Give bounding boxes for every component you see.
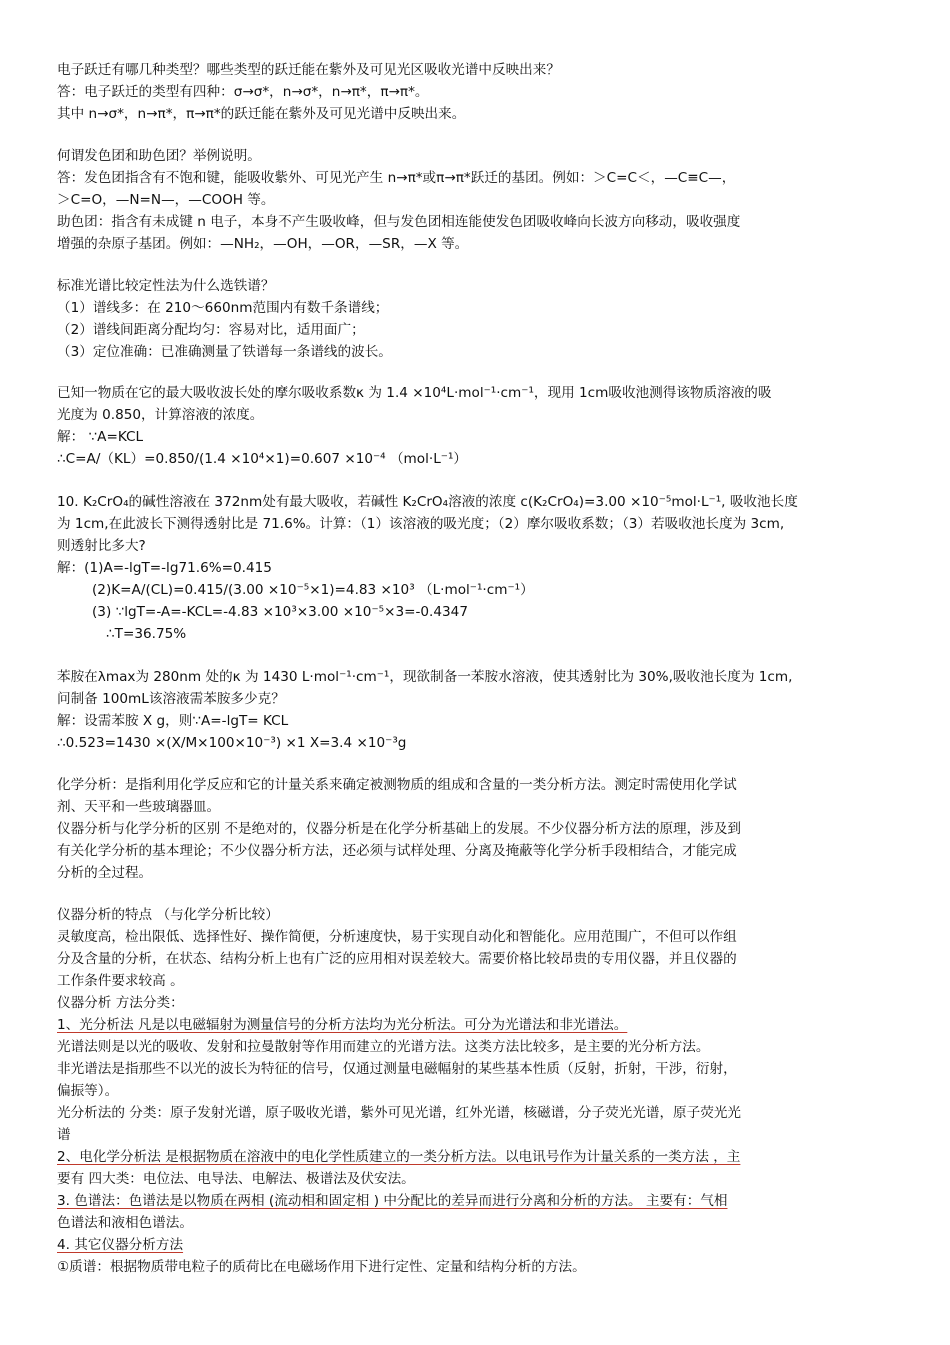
text-line: 谱 <box>57 1127 71 1143</box>
text-line: 何谓发色团和助色团？举例说明。 <box>57 148 261 164</box>
text-line: 分析的全过程。 <box>57 865 153 881</box>
text-line: 非光谱法是指那些不以光的波长为特征的信号，仅通过测量电磁幅射的某些基本性质（反射，折射，干涉，衍射， <box>57 1061 737 1077</box>
text-line: （2）谱线间距离分配均匀：容易对比，适用面广； <box>57 322 365 338</box>
text-line: 剂、天平和一些玻璃器皿。 <box>57 799 221 815</box>
text-line: 其中 n→σ*，n→π*，π→π*的跃迁能在紫外及可见光谱中反映出来。 <box>57 106 466 122</box>
text-line: 色谱法和液相色谱法。 <box>57 1215 193 1231</box>
text-line: 解： ∵A=KCL <box>57 429 144 445</box>
text-line-underlined: 3. 色谱法：色谱法是以物质在两相 (流动相和固定相 ) 中分配比的差异而进行分离和分析的方法。 主要有：气相 <box>57 1193 728 1209</box>
text-line: ①质谱：根据物质带电粒子的质荷比在电磁场作用下进行定性、定量和结构分析的方法。 <box>57 1259 586 1275</box>
text-line: （1）谱线多：在 210～660nm范围内有数千条谱线； <box>57 300 389 316</box>
text-line: 问制备 100mL该溶液需苯胺多少克？ <box>57 691 285 707</box>
text-line: 则透射比多大? <box>57 538 146 554</box>
text-line: 标准光谱比较定性法为什么选铁谱？ <box>57 278 275 294</box>
text-line: 偏振等）。 <box>57 1083 119 1099</box>
text-line: 增强的杂原子基团。例如：—NH₂，—OH，—OR，—SR，—X 等。 <box>57 236 469 252</box>
text-line: 化学分析：是指利用化学反应和它的计量关系来确定被测物质的组成和含量的一类分析方法。测定时需使用化学试 <box>57 777 737 793</box>
text-line: 光谱法则是以光的吸收、发射和拉曼散射等作用而建立的光谱方法。这类方法比较多，是主要的光分析方法。 <box>57 1039 710 1055</box>
text-line: 助色团：指含有未成键 n 电子，本身不产生吸收峰，但与发色团相连能使发色团吸收峰向长波方向移动，吸收强度 <box>57 214 741 230</box>
text-line-underlined: 4. 其它仪器分析方法 <box>57 1237 184 1253</box>
text-line-underlined: 2、电化学分析法 是根据物质在溶液中的电化学性质建立的一类分析方法。以电讯号作为计量关系的一类方法 ，主 <box>57 1149 741 1165</box>
text-line: ∴C=A/（KL）=0.850/(1.4 ×10⁴×1)=0.607 ×10⁻⁴ （mol·L⁻¹） <box>57 451 467 467</box>
text-line: 为 1cm,在此波长下测得透射比是 71.6%。计算：（1）该溶液的吸光度；（2）摩尔吸收系数；（3）若吸收池长度为 3cm, <box>57 516 785 532</box>
text-line: 苯胺在λmax为 280nm 处的κ 为 1430 L·mol⁻¹·cm⁻¹，现欲制备一苯胺水溶液，使其透射比为 30%,吸收池长度为 1cm, <box>57 669 793 685</box>
text-line: 电子跃迁有哪几种类型？哪些类型的跃迁能在紫外及可见光区吸收光谱中反映出来？ <box>57 62 560 78</box>
text-line: (2)K=A/(CL)=0.415/(3.00 ×10⁻⁵×1)=4.83 ×10³ （L·mol⁻¹·cm⁻¹） <box>92 582 534 598</box>
text-line: 工作条件要求较高 。 <box>57 973 184 989</box>
text-line: 答：发色团指含有不饱和键，能吸收紫外、可见光产生 n→π*或π→π*跃迁的基团。例如：＞C=C＜，—C≡C—， <box>57 170 736 186</box>
text-line: ∴0.523=1430 ×(X/M×100×10⁻³) ×1 X=3.4 ×10⁻³g <box>57 735 407 751</box>
text-line: ＞C=O，—N=N—，—COOH 等。 <box>57 192 275 208</box>
text-line: 分及含量的分析，在状态、结构分析上也有广泛的应用相对误差较大。需要价格比较昂贵的专用仪器，并且仪器的 <box>57 951 737 967</box>
text-line: 仪器分析的特点 （与化学分析比较） <box>57 907 279 923</box>
text-line: 解：设需苯胺 X g，则∵A=-lgT= KCL <box>57 713 289 729</box>
text-line: （3）定位准确：已准确测量了铁谱每一条谱线的波长。 <box>57 344 392 360</box>
text-line: 已知一物质在它的最大吸收波长处的摩尔吸收系数κ 为 1.4 ×10⁴L·mol⁻¹·cm⁻¹，现用 1cm吸收池测得该物质溶液的吸 <box>57 385 772 401</box>
text-line: 要有 四大类：电位法、电导法、电解法、极谱法及伏安法。 <box>57 1171 415 1187</box>
text-line: 光度为 0.850，计算溶液的浓度。 <box>57 407 264 423</box>
text-line: 仪器分析与化学分析的区别 不是绝对的，仪器分析是在化学分析基础上的发展。不少仪器分析方法的原理，涉及到 <box>57 821 742 837</box>
text-line: 解：(1)A=-lgT=-lg71.6%=0.415 <box>57 560 272 576</box>
text-line: 答：电子跃迁的类型有四种：σ→σ*，n→σ*，n→π*，π→π*。 <box>57 84 429 100</box>
text-line: 10. K₂CrO₄的碱性溶液在 372nm处有最大吸收，若碱性 K₂CrO₄溶液的浓度 c(K₂CrO₄)=3.00 ×10⁻⁵mol·L⁻¹, 吸收池长度 <box>57 494 798 510</box>
text-line: 有关化学分析的基本理论；不少仪器分析方法，还必须与试样处理、分离及掩蔽等化学分析手段相结合，才能完成 <box>57 843 737 859</box>
text-line: (3) ∵lgT=-A=-KCL=-4.83 ×10³×3.00 ×10⁻⁵×3=-0.4347 <box>92 604 468 620</box>
text-line: 灵敏度高，检出限低、选择性好、操作简便，分析速度快，易于实现自动化和智能化。应用范围广，不但可以作组 <box>57 929 737 945</box>
text-line: 光分析法的 分类：原子发射光谱，原子吸收光谱，紫外可见光谱，红外光谱，核磁谱，分子荧光光谱，原子荧光光 <box>57 1105 742 1121</box>
text-line: ∴T=36.75% <box>106 626 187 642</box>
text-line-underlined: 1、光分析法 凡是以电磁辐射为测量信号的分析方法均为光分析法。可分为光谱法和非光谱法。 <box>57 1017 628 1033</box>
text-line: 仪器分析 方法分类： <box>57 995 184 1011</box>
